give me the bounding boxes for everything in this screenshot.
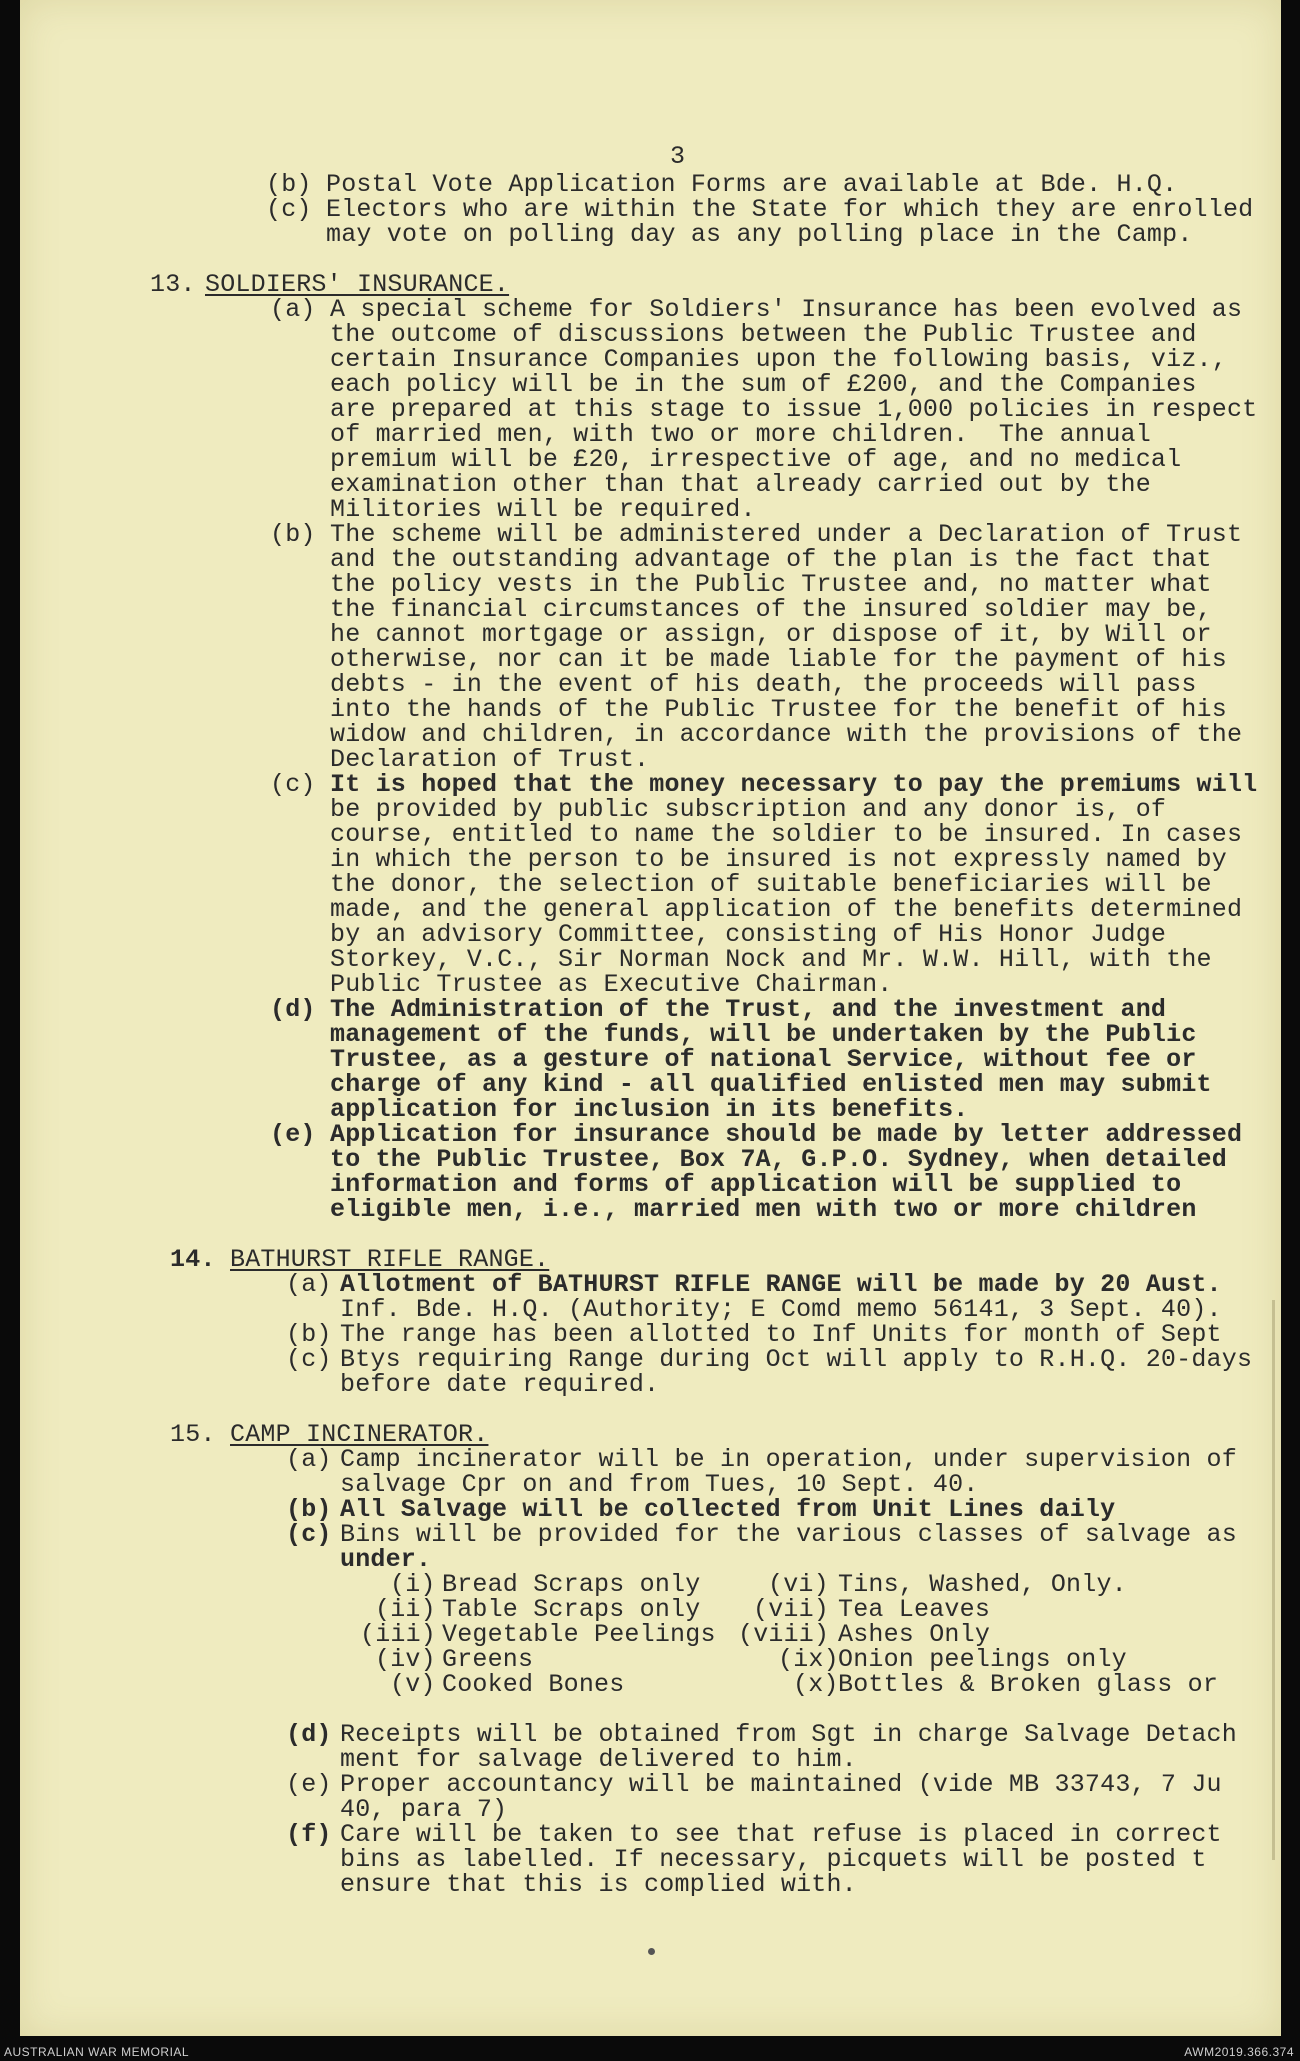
- item-line: course, entitled to name the soldier to be insured. In cases: [330, 820, 1243, 849]
- bin-num: (i): [390, 1570, 436, 1599]
- bin-desc: Cooked Bones: [442, 1670, 625, 1699]
- item-line: the donor, the selection of suitable beneficiaries will be: [330, 870, 1212, 899]
- section-title: CAMP INCINERATOR.: [230, 1420, 489, 1449]
- item-line: Declaration of Trust.: [330, 745, 650, 774]
- bin-num: (vi): [768, 1570, 829, 1599]
- item-line: the outcome of discussions between the Public Trustee and: [330, 320, 1197, 349]
- ink-dot: [648, 1948, 655, 1955]
- item-line: Storkey, V.C., Sir Norman Nock and Mr. W.W. Hill, with the: [330, 945, 1212, 974]
- item-label: (c): [286, 1345, 332, 1374]
- section-number: 14.: [170, 1245, 216, 1274]
- bin-num: (viii): [738, 1620, 830, 1649]
- section-title: SOLDIERS' INSURANCE.: [205, 270, 510, 299]
- item-line: Application for insurance should be made by letter addressed: [330, 1120, 1243, 1149]
- item-line: Camp incinerator will be in operation, under supervision of: [340, 1445, 1237, 1474]
- item-line: Trustee, as a gesture of national Service, without fee or: [330, 1045, 1197, 1074]
- item-label: (d): [286, 1720, 332, 1749]
- item-line: A special scheme for Soldiers' Insurance has been evolved as: [330, 295, 1243, 324]
- item-line: the financial circumstances of the insured soldier may be,: [330, 595, 1212, 624]
- item-line: It is hoped that the money necessary to pay the premiums will: [330, 770, 1258, 799]
- archive-footer: [0, 2040, 1300, 2061]
- item-line: into the hands of the Public Trustee for the benefit of his: [330, 695, 1227, 724]
- item-line: he cannot mortgage or assign, or dispose of it, by Will or: [330, 620, 1212, 649]
- item-label: (c): [266, 195, 312, 224]
- item-label: (c): [286, 1520, 332, 1549]
- item-label: (e): [270, 1120, 316, 1149]
- item-line: Care will be taken to see that refuse is placed in correct: [340, 1820, 1222, 1849]
- item-line: made, and the general application of the benefits determined: [330, 895, 1243, 924]
- bin-desc: Onion peelings only: [838, 1645, 1127, 1674]
- item-line: debts - in the event of his death, the proceeds will pass: [330, 670, 1197, 699]
- item-line: All Salvage will be collected from Unit Lines daily: [340, 1495, 1116, 1524]
- item-line: application for inclusion in its benefits.: [330, 1095, 969, 1124]
- bin-num: (vii): [753, 1595, 830, 1624]
- item-label: (f): [286, 1820, 332, 1849]
- item-line: the policy vests in the Public Trustee and, no matter what: [330, 570, 1212, 599]
- item-label: (e): [286, 1770, 332, 1799]
- item-line: examination other than that already carried out by the: [330, 470, 1151, 499]
- bin-desc: Vegetable Peelings: [442, 1620, 716, 1649]
- item-line: The Administration of the Trust, and the investment and: [330, 995, 1167, 1024]
- item-line: Btys requiring Range during Oct will apply to R.H.Q. 20-days: [340, 1345, 1253, 1374]
- bin-desc: Tins, Washed, Only.: [838, 1570, 1127, 1599]
- item-label: (b): [286, 1320, 332, 1349]
- item-line: may vote on polling day as any polling place in the Camp.: [326, 220, 1193, 249]
- item-line: charge of any kind - all qualified enlisted men may submit: [330, 1070, 1212, 1099]
- item-line: 40, para 7): [340, 1795, 508, 1824]
- bin-num: (iv): [375, 1645, 436, 1674]
- bin-desc: Bottles & Broken glass or: [838, 1670, 1219, 1699]
- page-number: 3: [670, 142, 686, 171]
- item-line: bins as labelled. If necessary, picquets will be posted t: [340, 1845, 1207, 1874]
- item-line: information and forms of application will be supplied to: [330, 1170, 1182, 1199]
- item-label: (c): [270, 770, 316, 799]
- bin-desc: Ashes Only: [838, 1620, 991, 1649]
- footer-accession-number: AWM2019.366.374: [1184, 2045, 1294, 2059]
- item-line: before date required.: [340, 1370, 660, 1399]
- item-line: The scheme will be administered under a Declaration of Trust: [330, 520, 1243, 549]
- item-line: be provided by public subscription and any donor is, of: [330, 795, 1167, 824]
- item-line: Proper accountancy will be maintained (vide MB 33743, 7 Ju: [340, 1770, 1222, 1799]
- section-number: 15.: [170, 1420, 216, 1449]
- bin-num: (iii): [360, 1620, 437, 1649]
- item-label: (a): [286, 1445, 332, 1474]
- item-line: to the Public Trustee, Box 7A, G.P.O. Sydney, when detailed: [330, 1145, 1227, 1174]
- item-label: (b): [266, 170, 312, 199]
- item-line: widow and children, in accordance with the provisions of the: [330, 720, 1243, 749]
- bin-desc: Table Scraps only: [442, 1595, 701, 1624]
- bin-num: (v): [390, 1670, 436, 1699]
- bin-desc: Greens: [442, 1645, 534, 1674]
- item-line: in which the person to be insured is not expressly named by: [330, 845, 1227, 874]
- item-line: premium will be £20, irrespective of age, and no medical: [330, 445, 1182, 474]
- item-line: each policy will be in the sum of £200, and the Companies: [330, 370, 1197, 399]
- section-number: 13.: [150, 270, 196, 299]
- item-line: The range has been allotted to Inf Units for month of Sept: [340, 1320, 1222, 1349]
- bin-num: (ii): [375, 1595, 436, 1624]
- document-page: [20, 0, 1281, 2036]
- bin-num: (ix): [778, 1645, 839, 1674]
- item-line: Receipts will be obtained from Sgt in charge Salvage Detach: [340, 1720, 1237, 1749]
- item-line: ment for salvage delivered to him.: [340, 1745, 857, 1774]
- item-line: are prepared at this stage to issue 1,000 policies in respect: [330, 395, 1258, 424]
- item-line: Inf. Bde. H.Q. (Authority; E Comd memo 56141, 3 Sept. 40).: [340, 1295, 1222, 1324]
- item-line: management of the funds, will be undertaken by the Public: [330, 1020, 1197, 1049]
- item-line: Bins will be provided for the various classes of salvage as: [340, 1520, 1237, 1549]
- item-line: certain Insurance Companies upon the following basis, viz.,: [330, 345, 1227, 374]
- item-line: eligible men, i.e., married men with two or more children: [330, 1195, 1197, 1224]
- item-label: (b): [286, 1495, 332, 1524]
- item-line: of married men, with two or more children. The annual: [330, 420, 1151, 449]
- footer-institution: AUSTRALIAN WAR MEMORIAL: [4, 2045, 190, 2059]
- item-label: (a): [286, 1270, 332, 1299]
- item-line: and the outstanding advantage of the plan is the fact that: [330, 545, 1212, 574]
- item-line: by an advisory Committee, consisting of His Honor Judge: [330, 920, 1167, 949]
- bin-desc: Bread Scraps only: [442, 1570, 701, 1599]
- paper-crease: [1272, 1300, 1275, 1860]
- item-line: salvage Cpr on and from Tues, 10 Sept. 40.: [340, 1470, 979, 1499]
- item-line: ensure that this is complied with.: [340, 1870, 857, 1899]
- item-line: Allotment of BATHURST RIFLE RANGE will be made by 20 Aust.: [340, 1270, 1222, 1299]
- item-line: Electors who are within the State for which they are enrolled: [326, 195, 1254, 224]
- section-title: BATHURST RIFLE RANGE.: [230, 1245, 550, 1274]
- item-label: (a): [270, 295, 316, 324]
- item-line: Militories will be required.: [330, 495, 756, 524]
- item-label: (d): [270, 995, 316, 1024]
- item-line: otherwise, nor can it be made liable for the payment of his: [330, 645, 1227, 674]
- item-label: (b): [270, 520, 316, 549]
- item-line: Public Trustee as Executive Chairman.: [330, 970, 893, 999]
- bin-desc: Tea Leaves: [838, 1595, 991, 1624]
- item-line: under.: [340, 1545, 432, 1574]
- item-line: Postal Vote Application Forms are available at Bde. H.Q.: [326, 170, 1178, 199]
- bin-num: (x): [793, 1670, 839, 1699]
